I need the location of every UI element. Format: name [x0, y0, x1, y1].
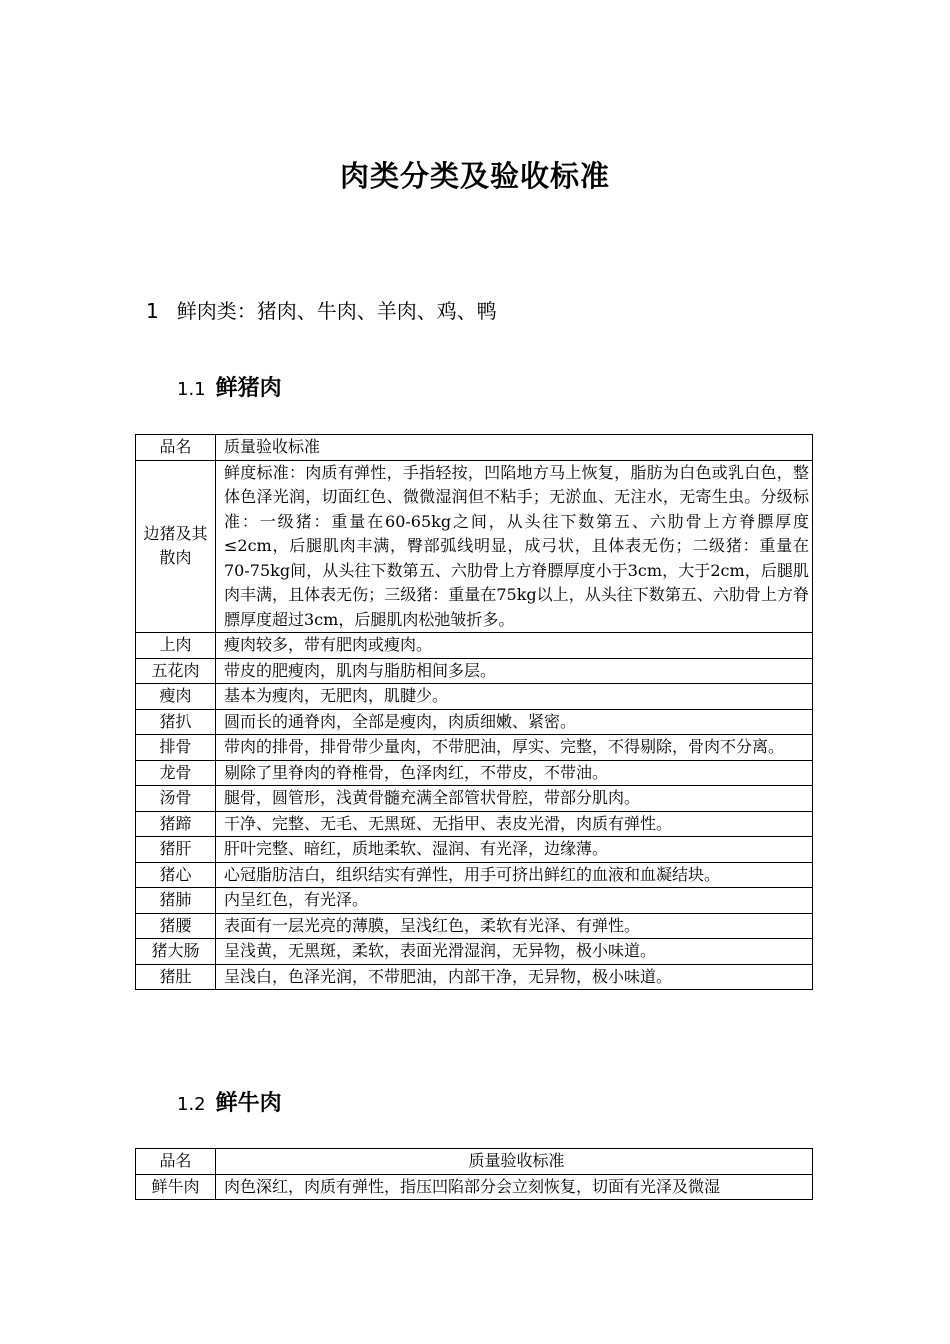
product-name-cell: 猪肚 [136, 964, 216, 990]
quality-standard-cell: 肉色深红，肉质有弹性，指压凹陷部分会立刻恢复，切面有光泽及微湿 [216, 1174, 813, 1200]
quality-standard-cell: 表面有一层光亮的薄膜，呈浅红色，柔软有光泽、有弹性。 [216, 913, 813, 939]
subsection-title: 鲜牛肉 [215, 1091, 282, 1116]
quality-standard-cell: 腿骨，圆管形，浅黄骨髓充满全部管状骨腔，带部分肌肉。 [216, 786, 813, 812]
quality-standard-cell: 肝叶完整、暗红，质地柔软、湿润、有光泽，边缘薄。 [216, 837, 813, 863]
quality-standard-cell: 圆而长的通脊肉，全部是瘦肉，肉质细嫩、紧密。 [216, 709, 813, 735]
product-name-cell: 边猪及其散肉 [136, 460, 216, 633]
subsection-title: 鲜猪肉 [215, 376, 282, 401]
quality-standard-cell: 剔除了里脊肉的脊椎骨，色泽肉红，不带皮，不带油。 [216, 760, 813, 786]
product-name-cell: 汤骨 [136, 786, 216, 812]
table-row [136, 460, 813, 633]
quality-standard-cell: 带皮的肥瘦肉，肌肉与脂肪相间多层。 [216, 658, 813, 684]
header-cell-standard: 质量验收标准 [216, 1149, 813, 1175]
product-name-cell: 龙骨 [136, 760, 216, 786]
section-number: 1 [146, 299, 159, 323]
quality-standard-cell: 带肉的排骨，排骨带少量肉，不带肥油，厚实、完整，不得剔除，骨肉不分离。 [216, 735, 813, 761]
product-name-cell: 鲜牛肉 [136, 1174, 216, 1200]
product-name-cell: 猪肺 [136, 888, 216, 914]
beef-standards-table [135, 1148, 813, 1200]
subsection-number: 1.2 [177, 1094, 206, 1115]
header-cell-name: 品名 [136, 435, 216, 461]
table-row [136, 633, 813, 659]
quality-standard-cell: 呈浅黄，无黑斑，柔软，表面光滑湿润，无异物，极小味道。 [216, 939, 813, 965]
subsection-heading-beef [177, 1088, 282, 1121]
table-row [136, 735, 813, 761]
table-row [136, 684, 813, 710]
product-name-cell: 猪大肠 [136, 939, 216, 965]
page-title: 肉类分类及验收标准 [339, 159, 610, 193]
table-row [136, 811, 813, 837]
table-row [136, 760, 813, 786]
product-name-cell: 排骨 [136, 735, 216, 761]
table-row [136, 1174, 813, 1200]
table-header-row [136, 1149, 813, 1175]
pork-standards-table [135, 434, 813, 990]
table-row [136, 913, 813, 939]
table-row [136, 939, 813, 965]
product-name-cell: 瘦肉 [136, 684, 216, 710]
quality-standard-cell: 鲜度标准：肉质有弹性，手指轻按，凹陷地方马上恢复，脂肪为白色或乳白色，整体色泽光润，切面红色、微微湿润但不粘手；无淤血、无注水，无寄生虫。分级标准：一级猪：重量在60-65kg之间，从头往下数第五、六肋骨上方脊膘厚度≤2cm，后腿肌肉丰满，臀部弧线明显，成弓状，且体表无伤；二级猪：重量在70-75kg间，从头往下数第五、六肋骨上方脊膘厚度小于3cm，大于2cm，后腿肌肉丰满，且体表无伤；三级猪：重量在75kg以上，从头往下数第五、六肋骨上方脊膘厚度超过3cm，后腿肌肉松弛皱折多。 [216, 460, 813, 633]
subsection-heading-pork [177, 373, 282, 406]
table-row [136, 837, 813, 863]
header-cell-name: 品名 [136, 1149, 216, 1175]
table-row [136, 658, 813, 684]
product-name-cell: 上肉 [136, 633, 216, 659]
quality-standard-cell: 呈浅白，色泽光润，不带肥油，内部干净，无异物，极小味道。 [216, 964, 813, 990]
product-name-cell: 猪蹄 [136, 811, 216, 837]
table-header-row [136, 435, 813, 461]
section-title: 鲜肉类：猪肉、牛肉、羊肉、鸡、鸭 [176, 299, 497, 323]
product-name-cell: 猪心 [136, 862, 216, 888]
section-heading [146, 296, 497, 326]
table-row [136, 786, 813, 812]
product-name-cell: 猪肝 [136, 837, 216, 863]
product-name-cell: 猪腰 [136, 913, 216, 939]
quality-standard-cell: 干净、完整、无毛、无黑斑、无指甲、表皮光滑，肉质有弹性。 [216, 811, 813, 837]
quality-standard-cell: 瘦肉较多，带有肥肉或瘦肉。 [216, 633, 813, 659]
product-name-cell: 猪扒 [136, 709, 216, 735]
product-name-cell: 五花肉 [136, 658, 216, 684]
quality-standard-cell: 内呈红色，有光泽。 [216, 888, 813, 914]
subsection-number: 1.1 [177, 379, 206, 400]
quality-standard-cell: 基本为瘦肉，无肥肉，肌腱少。 [216, 684, 813, 710]
table-row [136, 709, 813, 735]
table-row [136, 964, 813, 990]
table-row [136, 888, 813, 914]
header-cell-standard: 质量验收标准 [216, 435, 813, 461]
table-row [136, 862, 813, 888]
quality-standard-cell: 心冠脂肪洁白，组织结实有弹性，用手可挤出鲜红的血液和血凝结块。 [216, 862, 813, 888]
